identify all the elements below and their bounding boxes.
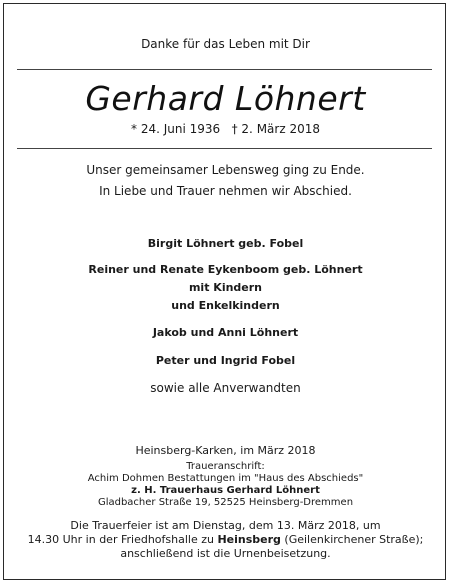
- mourner-4: Peter und Ingrid Fobel: [155, 354, 296, 367]
- ceremony-line-1: Die Trauerfeier ist am Dienstag, dem 13. März 2018, um: [70, 519, 381, 532]
- mourner-3: Jakob und Anni Löhnert: [152, 326, 299, 339]
- life-dates: [0, 121, 451, 137]
- mourner-5: sowie alle Anverwandten: [150, 381, 301, 395]
- quote-line-1: Unser gemeinsamer Lebensweg ging zu Ende.: [86, 163, 365, 177]
- mourner-2-line-2: mit Kindern: [188, 281, 263, 294]
- mourner-2-line-3: und Enkelkindern: [171, 299, 280, 312]
- deceased-name: Gerhard Löhnert: [85, 79, 366, 118]
- ceremony-line-2-post: (Geilenkirchener Straße);: [280, 533, 424, 546]
- death-date: † 2. März 2018: [231, 122, 320, 136]
- address-line-1: Achim Dohmen Bestattungen im "Haus des Abschieds": [87, 473, 364, 484]
- middle-divider: [17, 148, 432, 149]
- quote-line-2: In Liebe und Trauer nehmen wir Abschied.: [99, 184, 352, 198]
- mourner-1: Birgit Löhnert geb. Fobel: [147, 237, 304, 250]
- address-line-3: Gladbacher Straße 19, 52525 Heinsberg-Dremmen: [97, 497, 354, 508]
- place-date: Heinsberg-Karken, im März 2018: [135, 444, 316, 457]
- ceremony-line-3: anschließend ist die Urnenbeisetzung.: [120, 547, 331, 560]
- mourner-2-line-1: Reiner und Renate Eykenboom geb. Löhnert: [88, 263, 363, 276]
- ceremony-location: Heinsberg: [217, 533, 281, 546]
- top-divider: [17, 69, 432, 70]
- ceremony-line-2: [0, 533, 451, 546]
- header-motto: Danke für das Leben mit Dir: [141, 37, 310, 51]
- ceremony-line-2-pre: 14.30 Uhr in der Friedhofshalle zu: [27, 533, 218, 546]
- address-label: Traueranschrift:: [186, 461, 265, 472]
- address-line-2: z. H. Trauerhaus Gerhard Löhnert: [131, 485, 320, 496]
- birth-date: * 24. Juni 1936: [131, 122, 221, 136]
